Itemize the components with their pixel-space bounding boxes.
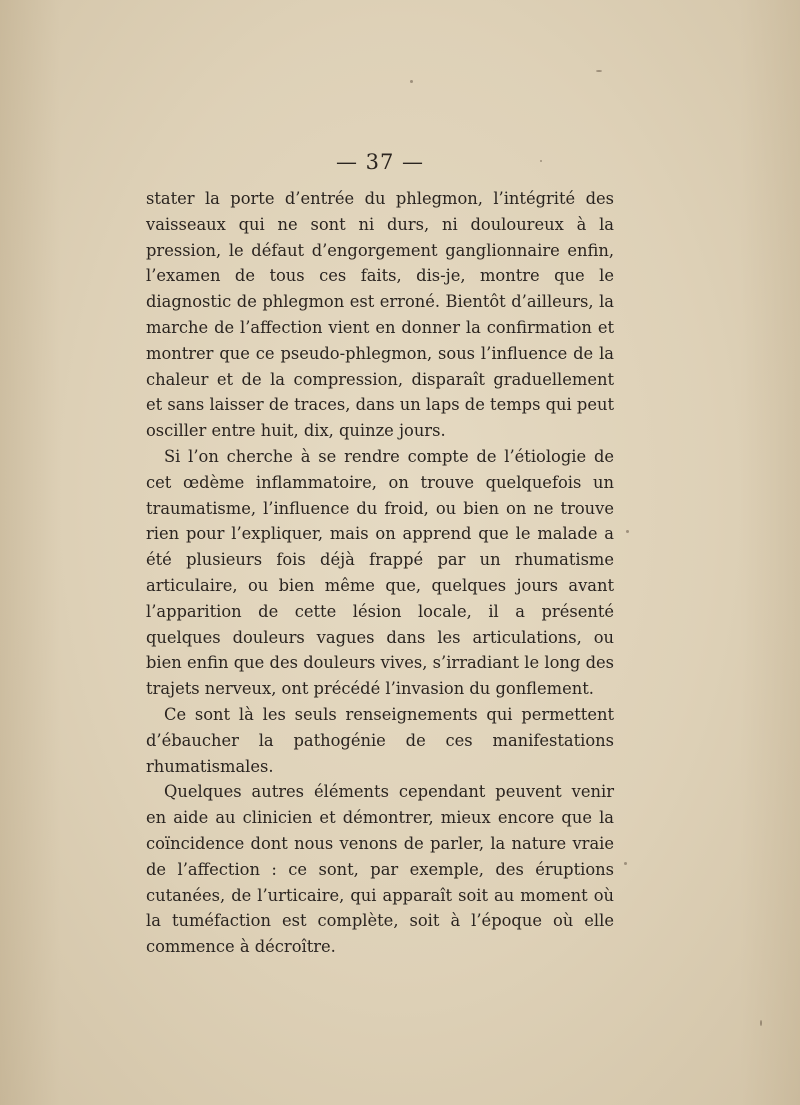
paragraph-3: Ce sont là les seuls renseignements qui permettent d’ébaucher la pathogénie de ces manifestations rhumatismales. (146, 704, 614, 776)
paper-speck (760, 1020, 762, 1026)
paper-speck (626, 530, 629, 533)
paragraph-2: Si l’on cherche à se rendre compte de l’étiologie de cet œdème inflammatoire, on trouve quelquefois un traumatisme, l’influence du froid, ou bien on ne trouve rien pour l’expliquer, mais on apprend que le malade a été plusieurs fois déjà frappé par un rhumatisme articulaire, ou bien même que, quelques jours avant l’apparition de cette lésion locale, il a présenté quelques douleurs vagues dans les articulations, ou bien enfin que des douleurs vives, s’irradiant le long des trajets nerveux, ont précédé l’invasion du gonflement. (146, 446, 614, 699)
body-text (146, 186, 614, 960)
paper-speck (410, 80, 413, 83)
paper-speck (624, 862, 627, 865)
paper-speck (540, 160, 542, 162)
paragraph-4: Quelques autres éléments cependant peuvent venir en aide au clinicien et démontrer, mieux encore que la coïncidence dont nous venons de parler, la nature vraie de l’affection : ce sont, par exemple, des éruptions cutanées, de l’urticaire, qui apparaît soit au moment où la tuméfaction est complète, soit à l’époque où elle commence à décroître. (146, 782, 614, 957)
page-number: — 37 — (335, 150, 425, 174)
paper-speck (596, 70, 602, 72)
paragraph-1: stater la porte d’entrée du phlegmon, l’intégrité des vaisseaux qui ne sont ni durs, ni douloureux à la pression, le défaut d’engorgement ganglionnaire enfin, l’examen de tous ces faits, dis-je, montre que le diagnostic de phlegmon est erroné. Bientôt d’ailleurs, la marche de l’affection vient en donner la confirmation et montrer que ce pseudo-phlegmon, sous l’influence de la chaleur et de la compression, disparaît graduellement et sans laisser de traces, dans un laps de temps qui peut osciller entre huit, dix, quinze jours. (146, 189, 614, 441)
